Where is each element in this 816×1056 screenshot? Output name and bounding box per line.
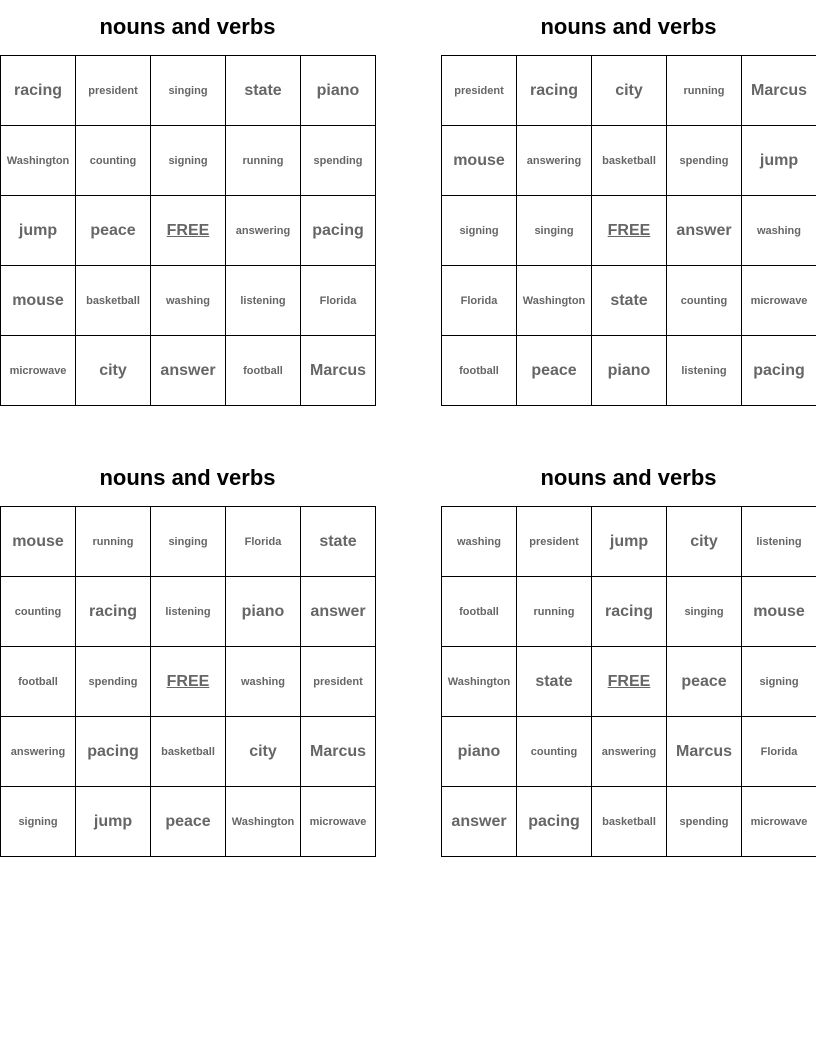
free-space-cell: FREE [592,196,667,266]
grid-cell: pacing [301,196,376,266]
grid-cell: answering [1,717,76,787]
grid-cell: microwave [301,787,376,857]
grid-cell: Washington [442,647,517,717]
grid-cell: washing [226,647,301,717]
grid-cell: jump [742,126,816,196]
card-title-text: nouns and verbs [540,14,717,39]
grid-cell: running [667,56,742,126]
grid-cell: singing [667,577,742,647]
grid-cell: basketball [592,787,667,857]
grid-cell: listening [742,507,816,577]
grid-cell: counting [1,577,76,647]
grid-cell: jump [1,196,76,266]
grid-cell: racing [592,577,667,647]
grid-cell: Florida [742,717,816,787]
free-space-cell: FREE [151,647,226,717]
grid-cell: Marcus [301,336,376,406]
bingo-card-4 [441,451,816,857]
grid-row [1,577,376,647]
grid-cell: peace [667,647,742,717]
grid-cell: peace [76,196,151,266]
grid-cell: racing [76,577,151,647]
grid-row [442,196,816,266]
grid-row [442,266,816,336]
grid-row [442,126,816,196]
grid-cell: mouse [742,577,816,647]
bingo-card-3 [0,451,375,857]
grid-cell: football [1,647,76,717]
grid-cell: piano [301,56,376,126]
card-title [0,0,375,55]
grid-cell: signing [1,787,76,857]
grid-cell: jump [76,787,151,857]
grid-cell: state [517,647,592,717]
bingo-grid [441,55,816,406]
grid-cell: president [517,507,592,577]
grid-cell: peace [517,336,592,406]
grid-cell: answer [151,336,226,406]
grid-cell: piano [226,577,301,647]
grid-cell: Washington [517,266,592,336]
grid-cell: singing [517,196,592,266]
grid-cell: Washington [1,126,76,196]
grid-cell: president [442,56,517,126]
grid-cell: singing [151,507,226,577]
grid-cell: mouse [442,126,517,196]
grid-cell: peace [151,787,226,857]
grid-cell: washing [742,196,816,266]
grid-cell: mouse [1,266,76,336]
bingo-grid [0,506,376,857]
grid-row [1,507,376,577]
grid-cell: city [226,717,301,787]
grid-cell: microwave [1,336,76,406]
card-title-text: nouns and verbs [99,14,276,39]
grid-cell: answer [301,577,376,647]
grid-cell: Washington [226,787,301,857]
grid-cell: piano [442,717,517,787]
grid-row [1,336,376,406]
grid-cell: racing [517,56,592,126]
grid-row [442,56,816,126]
grid-cell: racing [1,56,76,126]
grid-cell: microwave [742,787,816,857]
grid-cell: counting [667,266,742,336]
free-space-cell: FREE [151,196,226,266]
grid-cell: signing [742,647,816,717]
grid-cell: football [226,336,301,406]
bingo-card-1 [0,0,375,406]
card-title-text: nouns and verbs [540,465,717,490]
grid-cell: president [301,647,376,717]
grid-cell: microwave [742,266,816,336]
grid-cell: counting [517,717,592,787]
free-space-cell: FREE [592,647,667,717]
grid-cell: singing [151,56,226,126]
grid-row [1,647,376,717]
bingo-grid [0,55,376,406]
grid-cell: spending [667,787,742,857]
grid-row [442,717,816,787]
grid-cell: washing [151,266,226,336]
grid-cell: city [76,336,151,406]
grid-cell: listening [667,336,742,406]
bingo-card-2 [441,0,816,406]
grid-row [442,507,816,577]
grid-row [1,126,376,196]
grid-cell: spending [301,126,376,196]
grid-cell: signing [151,126,226,196]
grid-cell: listening [151,577,226,647]
grid-cell: jump [592,507,667,577]
grid-cell: washing [442,507,517,577]
grid-cell: counting [76,126,151,196]
grid-cell: pacing [76,717,151,787]
grid-cell: football [442,577,517,647]
grid-cell: Florida [442,266,517,336]
bingo-grid [441,506,816,857]
grid-cell: answer [442,787,517,857]
grid-cell: football [442,336,517,406]
grid-cell: state [226,56,301,126]
grid-row [1,196,376,266]
card-title-text: nouns and verbs [99,465,276,490]
grid-cell: running [226,126,301,196]
card-title [0,451,375,506]
grid-cell: piano [592,336,667,406]
card-title [441,0,816,55]
grid-cell: Florida [226,507,301,577]
grid-cell: listening [226,266,301,336]
grid-cell: mouse [1,507,76,577]
grid-cell: city [667,507,742,577]
grid-cell: running [517,577,592,647]
grid-cell: spending [76,647,151,717]
grid-cell: pacing [517,787,592,857]
grid-cell: state [592,266,667,336]
grid-row [1,56,376,126]
grid-cell: signing [442,196,517,266]
grid-row [1,787,376,857]
grid-row [442,577,816,647]
grid-cell: basketball [151,717,226,787]
card-title [441,451,816,506]
grid-row [442,647,816,717]
grid-cell: answering [517,126,592,196]
grid-cell: answer [667,196,742,266]
grid-row [1,266,376,336]
grid-cell: running [76,507,151,577]
grid-cell: Marcus [667,717,742,787]
grid-cell: state [301,507,376,577]
grid-cell: city [592,56,667,126]
grid-cell: president [76,56,151,126]
grid-cell: basketball [76,266,151,336]
grid-cell: spending [667,126,742,196]
grid-cell: basketball [592,126,667,196]
grid-row [1,717,376,787]
grid-cell: answering [592,717,667,787]
grid-cell: Marcus [742,56,816,126]
grid-row [442,336,816,406]
grid-cell: answering [226,196,301,266]
grid-row [442,787,816,857]
grid-cell: Marcus [301,717,376,787]
grid-cell: Florida [301,266,376,336]
grid-cell: pacing [742,336,816,406]
